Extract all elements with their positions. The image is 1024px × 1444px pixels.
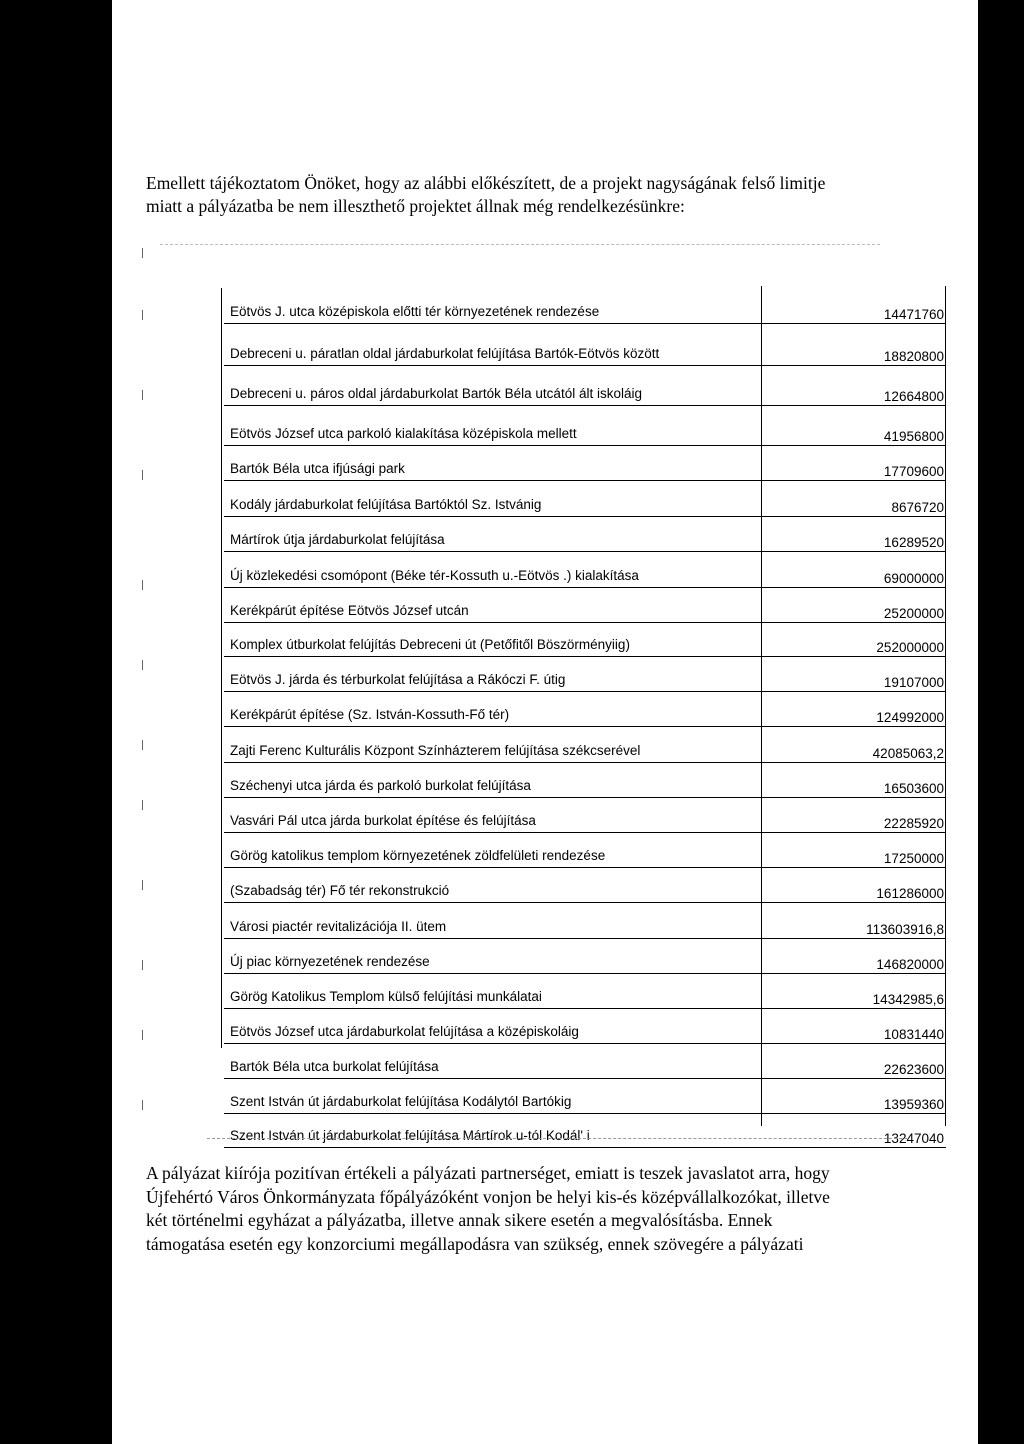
scan-artifact <box>142 310 143 320</box>
closing-paragraph <box>146 1162 946 1256</box>
project-name: Vasvári Pál utca járda burkolat építése és felújítása <box>230 813 536 828</box>
project-table <box>112 240 978 1146</box>
project-row <box>224 516 946 552</box>
outro-line: Újfehértó Város Önkormányzata főpályázóként vonjon be helyi kis-és középvállalkozókat, illetve <box>146 1186 830 1207</box>
project-cost: 252000000 <box>876 640 944 655</box>
project-cost: 42085063,2 <box>872 746 944 761</box>
project-cost: 12664800 <box>883 389 944 404</box>
project-name: Komplex útburkolat felújítás Debreceni út (Petőfitől Böszörményiig) <box>230 637 630 652</box>
project-cost: 22285920 <box>883 816 944 831</box>
intro-line: miatt a pályázatba be nem illeszthető projektet állnak még rendelkezésünkre: <box>146 196 685 216</box>
project-name: Új piac környezetének rendezése <box>230 954 430 969</box>
outro-line: támogatása esetén egy konzorciumi megállapodásra van szükség, ennek szövegére a pályázati <box>146 1233 804 1254</box>
project-cost: 22623600 <box>883 1062 944 1077</box>
project-name: Szent István út járdaburkolat felújítása Kodálytól Bartókig <box>230 1094 572 1109</box>
scan-artifact <box>142 1100 143 1110</box>
scan-artifact <box>142 800 143 810</box>
project-row <box>224 621 946 657</box>
project-cost: 14342985,6 <box>872 992 944 1007</box>
project-name: Kerékpárút építése (Sz. István-Kossuth-Fő tér) <box>230 707 510 722</box>
table-bottom-border <box>207 1138 907 1139</box>
project-row <box>224 973 946 1009</box>
project-row <box>224 938 946 974</box>
project-cost: 124992000 <box>876 710 944 725</box>
project-row <box>224 410 946 446</box>
project-name: Eötvös J. járda és térburkolat felújítása a Rákóczi F. útig <box>230 672 566 687</box>
project-row <box>224 797 946 833</box>
project-row <box>224 727 946 763</box>
scan-artifact <box>142 660 143 670</box>
project-name: Zajti Ferenc Kulturális Központ Színházterem felújítása székcserével <box>230 743 641 758</box>
project-row <box>224 1078 946 1114</box>
project-cost: 113603916,8 <box>866 922 944 937</box>
project-name: Debreceni u. páros oldal járdaburkolat Bartók Béla utcától ált iskoláig <box>230 386 642 401</box>
project-name: Városi piactér revitalizációja II. ütem <box>230 919 447 934</box>
project-row <box>224 1112 946 1148</box>
project-row <box>224 762 946 798</box>
project-row <box>224 288 946 324</box>
table-top-border <box>160 244 880 245</box>
scan-artifact <box>142 390 143 400</box>
project-name: Görög Katolikus Templom külső felújítási munkálatai <box>230 989 542 1004</box>
project-cost: 161286000 <box>876 886 944 901</box>
row-rule <box>224 365 946 366</box>
project-name: Eötvös J. utca középiskola előtti tér környezetének rendezése <box>230 304 600 319</box>
outro-line: A pályázat kiírója pozitívan értékeli a pályázati partnerséget, emiatt is teszek javaslatot arra, hogy <box>146 1163 830 1183</box>
row-rule <box>224 405 946 406</box>
project-name: Görög katolikus templom környezetének zöldfelületi rendezése <box>230 848 606 863</box>
project-cost: 10831440 <box>883 1027 944 1042</box>
project-name: Kerékpárút építése Eötvös József utcán <box>230 603 469 618</box>
project-cost: 146820000 <box>876 957 944 972</box>
scan-artifact <box>142 580 143 590</box>
row-rule <box>224 323 946 324</box>
intro-paragraph <box>146 172 966 218</box>
project-cost: 17250000 <box>883 851 944 866</box>
project-cost: 41956800 <box>883 429 944 444</box>
project-row <box>224 867 946 903</box>
project-row <box>224 656 946 692</box>
project-row <box>224 903 946 939</box>
project-row <box>224 1008 946 1044</box>
project-row <box>224 691 946 727</box>
project-row <box>224 481 946 517</box>
project-row <box>224 587 946 623</box>
scan-artifact <box>142 470 143 480</box>
project-cost: 13247040 <box>883 1131 944 1146</box>
scan-artifact <box>142 1030 143 1040</box>
project-row <box>224 370 946 406</box>
project-name: Széchenyi utca járda és parkoló burkolat felújítása <box>230 778 531 793</box>
project-row <box>224 445 946 481</box>
project-name: Új közlekedési csomópont (Béke tér-Kossuth u.-Eötvös .) kialakítása <box>230 568 639 583</box>
project-row <box>224 832 946 868</box>
project-cost: 16503600 <box>883 781 944 796</box>
document-page <box>112 0 978 1444</box>
project-cost: 8676720 <box>891 500 944 515</box>
project-cost: 14471760 <box>883 307 944 322</box>
project-name: Bartók Béla utca ifjúsági park <box>230 461 405 476</box>
project-cost: 16289520 <box>883 535 944 550</box>
project-name: Kodály járdaburkolat felújítása Bartóktól Sz. Istvánig <box>230 497 542 512</box>
scan-artifact <box>142 880 143 890</box>
project-row <box>224 1043 946 1079</box>
project-cost: 25200000 <box>883 606 944 621</box>
project-row <box>224 552 946 588</box>
project-name: Debreceni u. páratlan oldal járdaburkolat felújítása Bartók-Eötvös között <box>230 346 660 361</box>
project-name: Eötvös József utca járdaburkolat felújítása a középiskoláig <box>230 1024 579 1039</box>
project-name: Eötvös József utca parkoló kialakítása középiskola mellett <box>230 426 577 441</box>
scan-artifact <box>142 740 143 750</box>
project-name: Mártírok útja járdaburkolat felújítása <box>230 532 445 547</box>
project-cost: 17709600 <box>883 464 944 479</box>
scan-artifact <box>142 248 143 258</box>
scan-margin-marks <box>142 240 146 1140</box>
project-row <box>224 326 946 366</box>
intro-line: Emellett tájékoztatom Önöket, hogy az alábbi előkészített, de a projekt nagyságának felső limitje <box>146 173 826 193</box>
project-cost: 13959360 <box>883 1097 944 1112</box>
project-name: Bartók Béla utca burkolat felújítása <box>230 1059 439 1074</box>
table-left-border <box>221 288 222 1048</box>
scan-artifact <box>142 960 143 970</box>
row-rule <box>224 1147 946 1148</box>
project-cost: 69000000 <box>883 571 944 586</box>
project-name: Szent István út járdaburkolat felújítása Mártírok u-tól Kodál' i <box>230 1128 590 1143</box>
outro-line: két történelmi egyházat a pályázatba, illetve annak sikere esetén a megvalósításba. Ennek <box>146 1210 773 1230</box>
project-name: (Szabadság tér) Fő tér rekonstrukció <box>230 883 450 898</box>
project-cost: 19107000 <box>883 675 944 690</box>
project-cost: 18820800 <box>883 349 944 364</box>
